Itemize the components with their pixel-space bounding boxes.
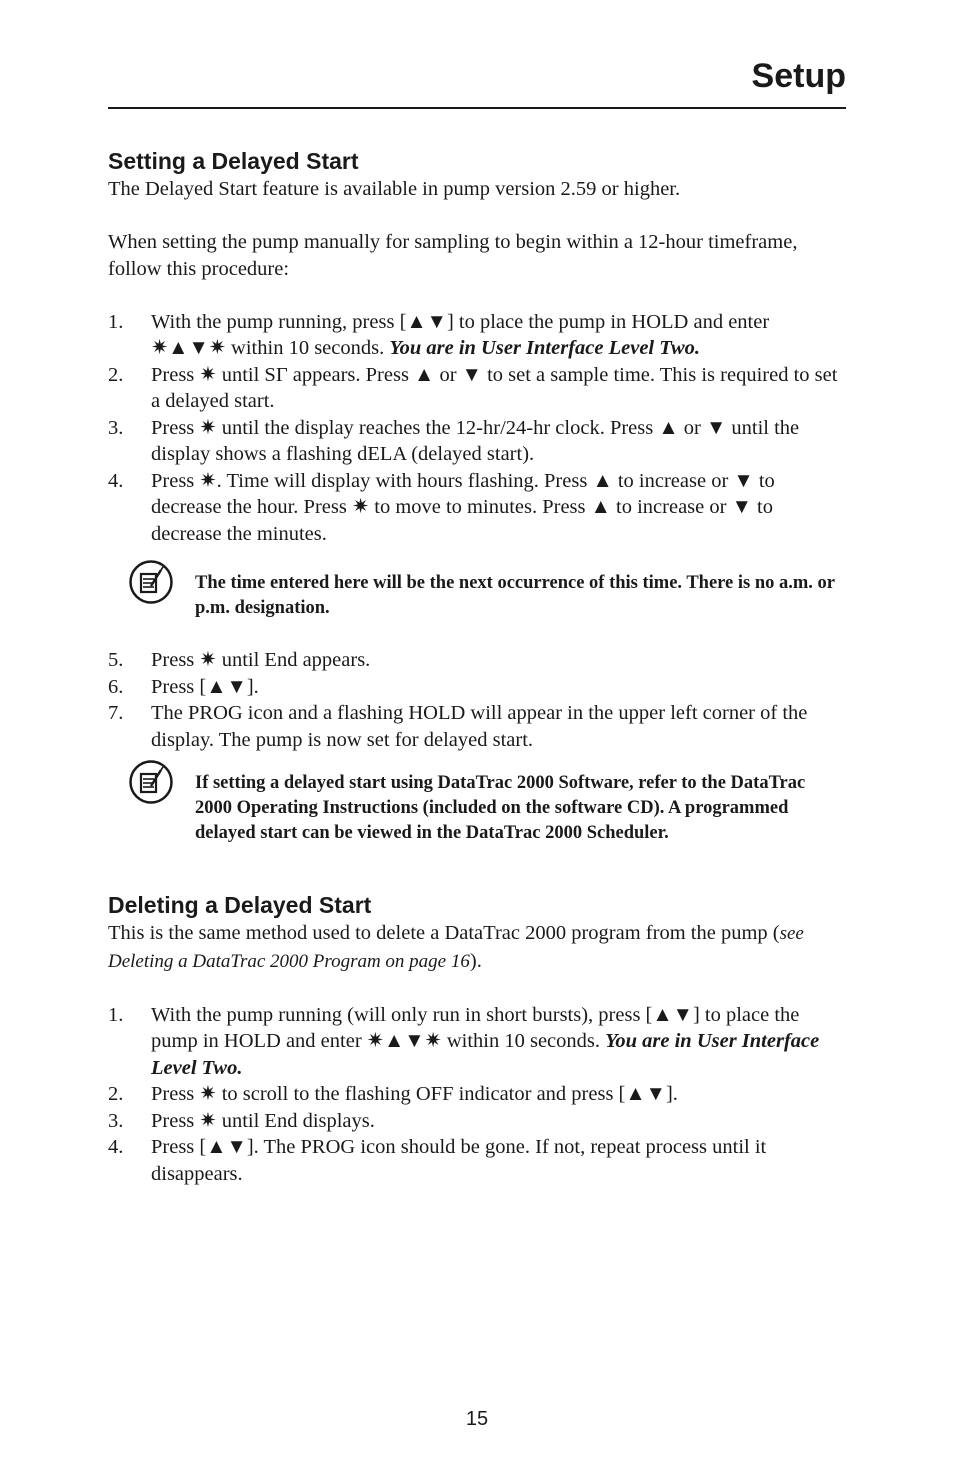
note-box [108,771,846,846]
list-item: 5. Press ✷ until End appears. [108,649,371,671]
note-pad-icon [128,759,174,805]
note-pad-icon [128,559,174,605]
list-item: 7. The PROG icon and a flashing HOLD will appear in the upper left corner of the display. The pump is now set for delayed start. [108,702,808,751]
page-title: Setup [751,57,846,95]
list-item: 4. Press ✷. Time will display with hours flashing. Press ▲ to increase or ▼ to decrease the hour. Press ✷ to move to minutes. Press ▲ to increase or ▼ to decrease the minutes. [108,469,775,545]
header-rule [108,107,846,109]
content [108,146,846,1187]
list-item: 1. With the pump running, press [▲▼] to place the pump in HOLD and enter ✷▲▼✷ within 10 seconds. You are in User Interface Level Two. [108,310,770,359]
list-item: 1. With the pump running (will only run in short bursts), press [▲▼] to place the pump in HOLD and enter ✷▲▼✷ within 10 seconds. You are in User Interface Level Two. [108,1003,820,1079]
section-heading-setting-delayed-start: Setting a Delayed Start [108,148,359,174]
note-box [108,571,846,621]
note-text: If setting a delayed start using DataTrac 2000 Software, refer to the DataTrac 2000 Operating Instructions (included on the software CD). A programmed delayed start can be viewed in the DataTrac 2000 Scheduler. [195,773,806,843]
list-item: 3. Press ✷ until End displays. [108,1109,375,1132]
note-text: The time entered here will be the next occurrence of this time. There is no a.m. or p.m. designation. [195,573,835,618]
section2-steps [108,1002,846,1188]
cross-reference: see Deleting a DataTrac 2000 Program on page 16 [108,923,804,972]
list-item: 4. Press [▲▼]. The PROG icon should be gone. If not, repeat process until it disappears. [108,1136,767,1185]
section1-steps-continued [108,647,846,753]
section1-steps [108,309,846,548]
page-number: 15 [465,1408,489,1430]
list-item: 2. Press ✷ to scroll to the flashing OFF indicator and press [▲▼]. [108,1083,678,1105]
page [108,0,846,1475]
list-item: 2. Press ✷ until SΓ appears. Press ▲ or ▼ to set a sample time. This is required to set a delayed start. [108,363,838,412]
section1-procedure-intro: When setting the pump manually for sampling to begin within a 12-hour timeframe, follow this procedure: [108,231,798,280]
list-item: 6. Press [▲▼]. [108,675,259,698]
section2-intro: This is the same method used to delete a DataTrac 2000 program from the pump (see Deleting a DataTrac 2000 Program on page 16). [108,922,804,972]
section1-intro: The Delayed Start feature is available in pump version 2.59 or higher. [108,178,681,200]
section-heading-deleting-delayed-start: Deleting a Delayed Start [108,892,372,918]
list-item: 3. Press ✷ until the display reaches the 12-hr/24-hr clock. Press ▲ or ▼ until the display shows a flashing dELA (delayed start). [108,416,800,465]
